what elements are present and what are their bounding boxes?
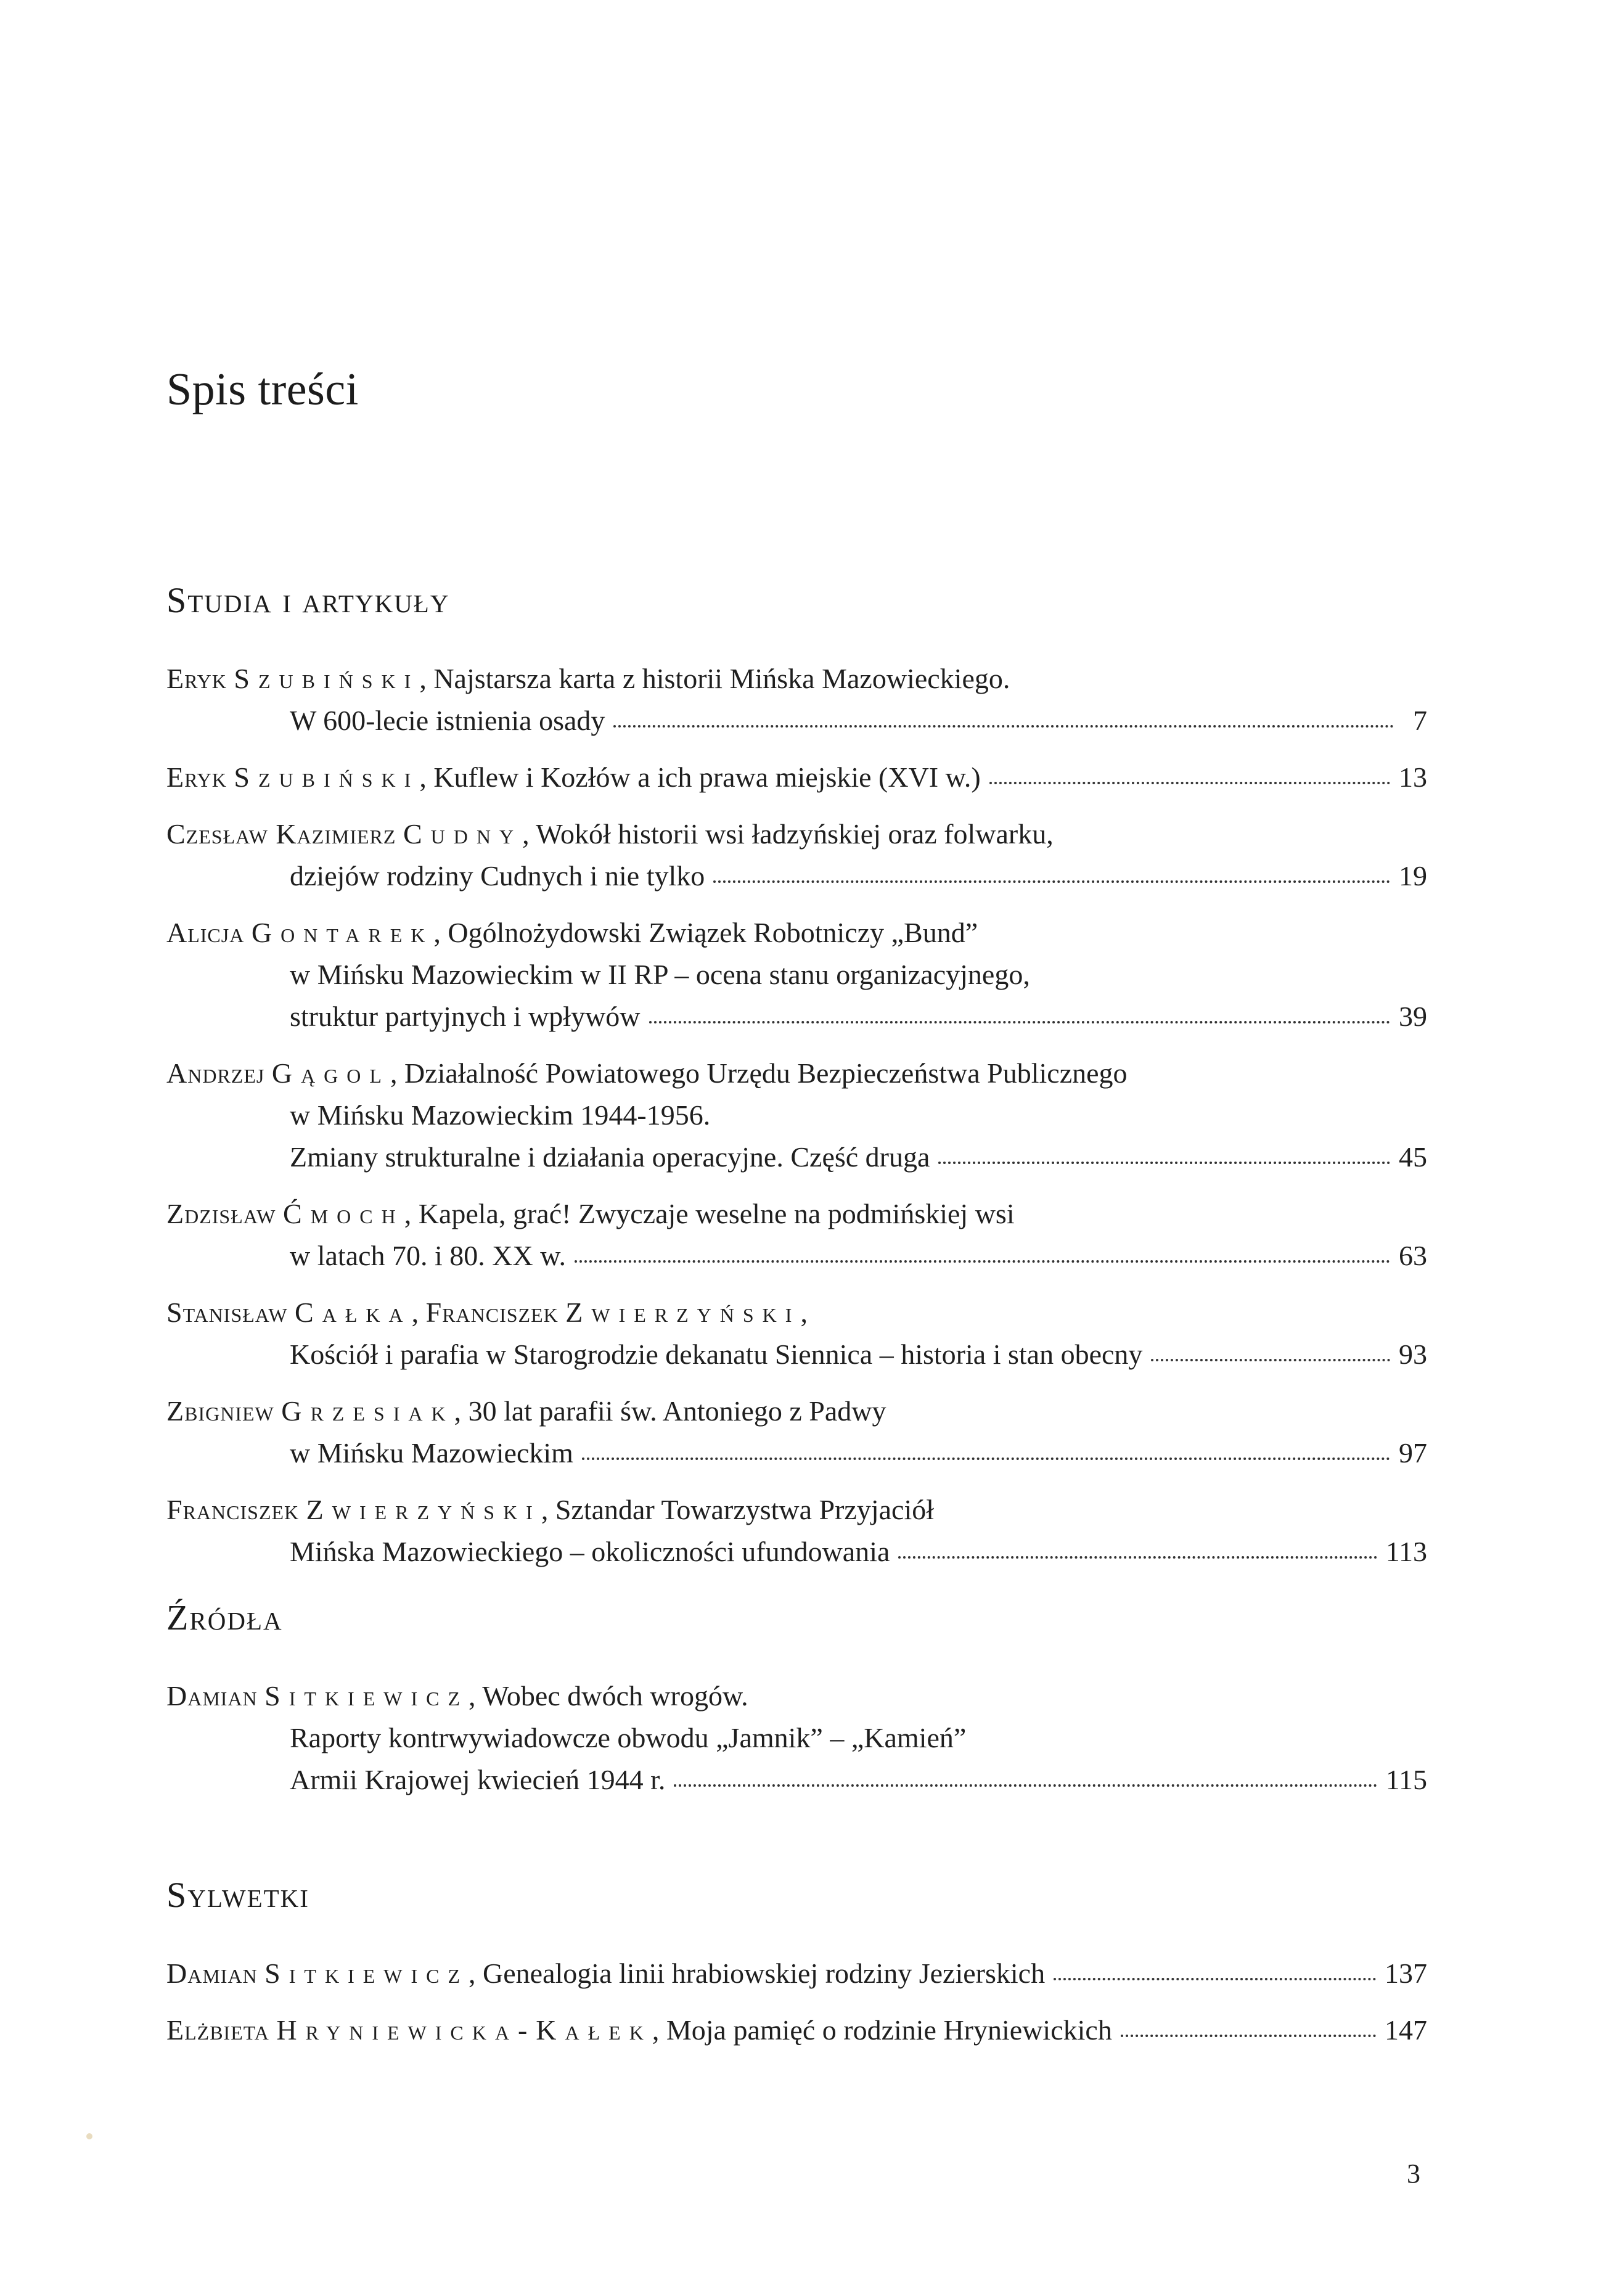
entry-title: Mińska Mazowieckiego – okoliczności ufundowania (290, 1536, 890, 1567)
entry-page-number: 7 (1413, 705, 1427, 736)
toc-entry-line (166, 1136, 1427, 1178)
toc-entry-line (166, 1675, 1427, 1717)
dot-leader (674, 1777, 1377, 1787)
toc-entry-line (166, 954, 1427, 996)
toc-entry-line (166, 1717, 1427, 1759)
paper-speck (86, 2133, 92, 2139)
section-studia (166, 580, 1427, 1588)
separator: , (800, 1297, 808, 1328)
toc-entry-line (166, 2009, 1427, 2051)
author-last-name: Ćmoch (283, 1198, 404, 1229)
entry-page-number: 115 (1385, 1764, 1427, 1795)
dot-leader (1121, 2027, 1376, 2037)
toc-entry-line (166, 813, 1427, 855)
entry-title: , Ogólnożydowski Związek Robotniczy „Bund” (433, 917, 978, 948)
dot-leader (938, 1154, 1390, 1164)
author-last-name: Hryniewicka-Kałek (276, 2014, 652, 2046)
section-sylwetki (166, 1874, 1427, 2066)
entry-title: Zmiany strukturalne i działania operacyjne. Część druga (290, 1141, 930, 1173)
entry-page-number: 63 (1399, 1240, 1427, 1271)
entry-title: , Kapela, grać! Zwyczaje weselne na podmińskiej wsi (404, 1198, 1015, 1229)
toc-entry-line (166, 756, 1427, 798)
entry-title: w latach 70. i 80. XX w. (290, 1240, 566, 1271)
entry-title: , Moja pamięć o rodzinie Hryniewickich (652, 2014, 1112, 2046)
entry-title: , Działalność Powiatowego Urzędu Bezpieczeństwa Publicznego (390, 1057, 1128, 1089)
author-last-name: Całka (295, 1297, 412, 1328)
entry-title: dziejów rodziny Cudnych i nie tylko (290, 860, 705, 892)
entry-title: Raporty kontrwywiadowcze obwodu „Jamnik” – „Kamień” (290, 1722, 967, 1753)
separator: , (411, 1297, 426, 1328)
dot-leader (898, 1549, 1377, 1559)
toc-entry[interactable] (166, 1390, 1427, 1474)
entry-page-number: 45 (1399, 1141, 1427, 1173)
dot-leader (1151, 1351, 1390, 1361)
author-last-name: Szubiński (234, 761, 420, 793)
author-first-name: Czesław Kazimierz (166, 818, 396, 850)
entry-title: , 30 lat parafii św. Antoniego z Padwy (454, 1395, 886, 1427)
dot-leader (989, 774, 1390, 784)
toc-entry[interactable] (166, 756, 1427, 798)
entry-page-number: 19 (1399, 860, 1427, 892)
entry-title: w Mińsku Mazowieckim w II RP – ocena stanu organizacyjnego, (290, 959, 1030, 990)
toc-entry[interactable] (166, 813, 1427, 897)
toc-entry-line (166, 996, 1427, 1038)
author-last-name: Szubiński (234, 663, 420, 694)
author-first-name: Stanisław (166, 1297, 288, 1328)
toc-entry[interactable] (166, 1489, 1427, 1573)
entry-title: , Genealogia linii hrabiowskiej rodziny Jezierskich (469, 1958, 1046, 1989)
entry-title: , Sztandar Towarzystwa Przyjaciół (541, 1494, 935, 1525)
author-last-name: Gontarek (251, 917, 434, 948)
entry-page-number: 13 (1399, 761, 1427, 793)
toc-entry-line (166, 1094, 1427, 1136)
toc-entry-line (166, 1489, 1427, 1531)
section-heading: Źródła (166, 1597, 283, 1638)
entry-title: w Mińsku Mazowieckim 1944-1956. (290, 1099, 711, 1131)
author-first-name: Franciszek (166, 1494, 300, 1525)
entry-title: , Wobec dwóch wrogów. (469, 1680, 748, 1712)
author-last-name: Gągol (271, 1057, 390, 1089)
toc-entry[interactable] (166, 1193, 1427, 1277)
author-first-name: Franciszek (425, 1297, 559, 1328)
toc-entry-line (166, 1432, 1427, 1474)
toc-entry[interactable] (166, 1292, 1427, 1376)
entry-title: struktur partyjnych i wpływów (290, 1001, 641, 1032)
author-first-name: Alicja (166, 917, 245, 948)
toc-entry-line (166, 1334, 1427, 1376)
author-last-name: Grzesiak (281, 1395, 454, 1427)
author-first-name: Zbigniew (166, 1395, 274, 1427)
author-first-name: Eryk (166, 663, 227, 694)
toc-entry[interactable] (166, 912, 1427, 1038)
entry-page-number: 93 (1399, 1339, 1427, 1370)
dot-leader (1054, 1970, 1376, 1980)
dot-leader (649, 1014, 1390, 1023)
section-heading: Studia i artykuły (166, 580, 450, 620)
author-first-name: Eryk (166, 761, 227, 793)
toc-entry-line (166, 658, 1427, 700)
entry-title: Kościół i parafia w Starogrodzie dekanatu Siennica – historia i stan obecny (290, 1339, 1143, 1370)
toc-entry-line (166, 700, 1427, 742)
dot-leader (613, 718, 1394, 728)
toc-entry-line (166, 1390, 1427, 1432)
author-first-name: Zdzisław (166, 1198, 276, 1229)
entry-page-number: 39 (1399, 1001, 1427, 1032)
entry-title: , Najstarsza karta z historii Mińska Mazowieckiego. (419, 663, 1010, 694)
toc-entry-line (166, 912, 1427, 954)
toc-entry[interactable] (166, 2009, 1427, 2051)
entry-title: W 600-lecie istnienia osady (290, 705, 605, 736)
toc-entry[interactable] (166, 1675, 1427, 1801)
author-last-name: Zwierzyński (565, 1297, 801, 1328)
toc-entry-line (166, 1759, 1427, 1801)
entry-title: w Mińsku Mazowieckim (290, 1437, 573, 1469)
entry-page-number: 137 (1385, 1958, 1427, 1989)
dot-leader (582, 1450, 1390, 1460)
toc-entry-line (166, 1292, 1427, 1334)
toc-entry-line (166, 1531, 1427, 1573)
author-last-name: Zwierzyński (306, 1494, 541, 1525)
entry-page-number: 113 (1385, 1536, 1427, 1567)
author-first-name: Elżbieta (166, 2014, 269, 2046)
dot-leader (713, 873, 1390, 883)
entry-title: , Kuflew i Kozłów a ich prawa miejskie (XVI w.) (419, 761, 981, 793)
author-last-name: Sitkiewicz (264, 1680, 469, 1712)
dot-leader (575, 1253, 1390, 1263)
entry-page-number: 97 (1399, 1437, 1427, 1469)
toc-entry-line (166, 855, 1427, 897)
page-title: Spis treści (166, 364, 359, 415)
author-first-name: Damian (166, 1680, 258, 1712)
entry-title: , Wokół historii wsi ładzyńskiej oraz folwarku, (522, 818, 1054, 850)
toc-entry[interactable] (166, 1953, 1427, 1995)
author-last-name: Sitkiewicz (264, 1958, 469, 1989)
toc-entry-line (166, 1193, 1427, 1235)
author-first-name: Damian (166, 1958, 258, 1989)
toc-entry[interactable] (166, 1052, 1427, 1178)
author-first-name: Andrzej (166, 1057, 265, 1089)
entry-title: Armii Krajowej kwiecień 1944 r. (290, 1764, 666, 1795)
section-zrodla (166, 1597, 1427, 1816)
page-number: 3 (1407, 2159, 1420, 2189)
toc-entry-line (166, 1235, 1427, 1277)
toc-entry[interactable] (166, 658, 1427, 742)
entry-page-number: 147 (1385, 2014, 1427, 2046)
toc-entry-line (166, 1052, 1427, 1094)
toc-entry-line (166, 1953, 1427, 1995)
author-last-name: Cudny (403, 818, 523, 850)
section-heading: Sylwetki (166, 1875, 309, 1915)
